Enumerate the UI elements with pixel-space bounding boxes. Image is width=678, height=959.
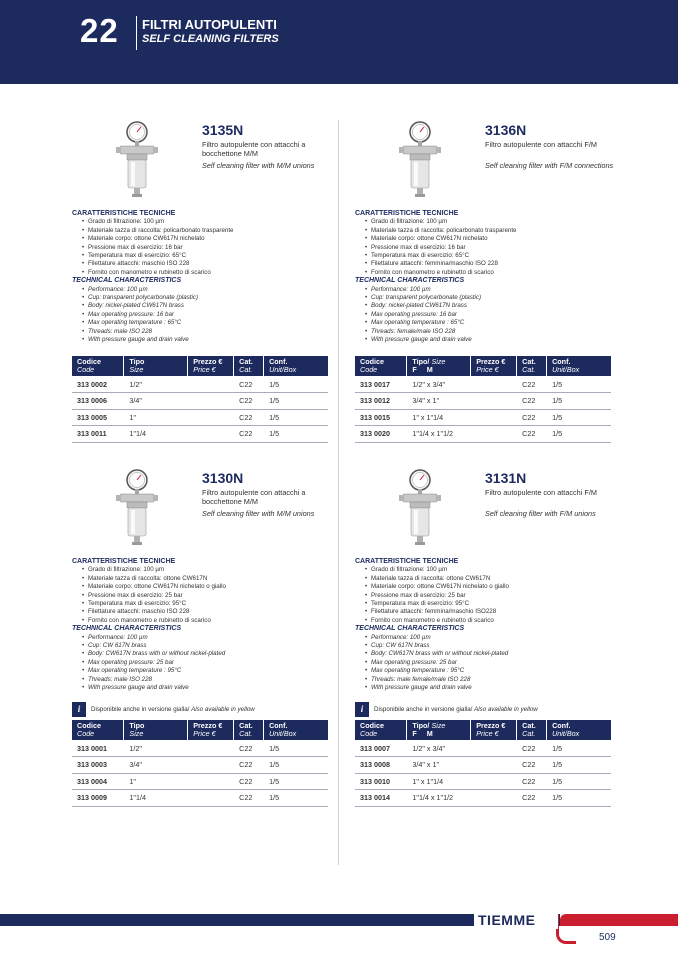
spec-item: • Materiale tazza di raccolta: policarbonato trasparente (365, 227, 613, 235)
spec-item: • Cup: transparent polycarbonate (plastic) (82, 294, 330, 302)
spec-item: • Threads: male female/male ISO 228 (365, 676, 613, 684)
product-3131n (355, 468, 615, 803)
spec-heading-it: CARATTERISTICHE TECNICHE (355, 558, 459, 565)
product-table (72, 356, 328, 443)
col-price: Prezzo € Price € (188, 720, 234, 740)
spec-heading-en: TECHNICAL CHARACTERISTICS (72, 625, 182, 633)
availability-note: i Disponibile anche in versione gialla/ Also available in yellow (355, 702, 613, 717)
table-row: 313 0003 3/4" C22 1/5 (72, 757, 328, 774)
col-box: Conf. Unit/Box (269, 721, 297, 738)
col-box: Conf. Unit/Box (552, 357, 580, 374)
col-code: Codice Code (72, 356, 124, 376)
spec-item: • Materiale tazza di raccolta: ottone CW617N (82, 575, 330, 583)
table-row: 313 0002 1/2" C22 1/5 (72, 376, 328, 393)
product-table (72, 720, 328, 807)
spec-item: • Max operating temperature : 95°C (82, 667, 330, 675)
spec-item: • With pressure gauge and drain valve (365, 336, 613, 344)
spec-item: • Pressione max di esercizio: 25 bar (82, 592, 330, 600)
spec-item: • Grado di filtrazione: 100 µm (82, 218, 330, 226)
page-header (0, 0, 678, 84)
spec-item: • Performance: 100 µm (365, 634, 613, 642)
filter-product-image (399, 468, 441, 548)
col-code: Codice Code (72, 720, 124, 740)
chapter-number: 22 (80, 12, 119, 49)
product-description-it: Filtro autopulente con attacchi F/M (485, 488, 597, 497)
spec-item: • Temperatura max di esercizio: 65°C (82, 252, 330, 260)
spec-item: • Body: CW617N brass with or without nickel-plated (365, 650, 613, 658)
spec-item: • Materiale corpo: ottone CW617N nichelato (82, 235, 330, 243)
spec-heading-en: TECHNICAL CHARACTERISTICS (355, 277, 465, 285)
spec-item: • Fornito con manometro e rubinetto di scarico (82, 617, 330, 625)
spec-item: • Temperatura max di esercizio: 95°C (365, 600, 613, 608)
table-row: 313 0006 3/4" C22 1/5 (72, 393, 328, 410)
spec-item: • Body: nickel-plated CW617N brass (365, 302, 613, 310)
spec-item: • Temperatura max di esercizio: 65°C (365, 252, 613, 260)
spec-item: • Cup: transparent polycarbonate (plastic) (365, 294, 613, 302)
spec-list-en (365, 286, 613, 345)
spec-heading-it: CARATTERISTICHE TECNICHE (72, 210, 176, 217)
col-price: Prezzo € Price € (471, 356, 517, 376)
product-description-en: Self cleaning filter with M/M unions (202, 509, 315, 518)
table-row: 313 0015 1" x 1"1/4 C22 1/5 (355, 409, 611, 426)
col-size: Tipo/ Size F M (407, 356, 471, 376)
col-size: Tipo Size (124, 356, 188, 376)
table-row: 313 0008 3/4" x 1" C22 1/5 (355, 757, 611, 774)
spec-item: • Grado di filtrazione: 100 µm (365, 218, 613, 226)
table-header-row (72, 720, 328, 740)
product-description-it: Filtro autopulente con attacchi a bocchettone M/M (202, 140, 306, 158)
spec-item: • Max operating temperature : 65°C (365, 319, 613, 327)
spec-heading-it: CARATTERISTICHE TECNICHE (355, 210, 459, 217)
spec-item: • Threads: male ISO 228 (82, 676, 330, 684)
col-box: Conf. Unit/Box (269, 357, 297, 374)
table-row: 313 0010 1" x 1"1/4 C22 1/5 (355, 773, 611, 790)
col-size: Tipo/ Size F M (407, 720, 471, 740)
col-size: Tipo Size (124, 720, 188, 740)
spec-item: • Filettature attacchi: maschio ISO 228 (82, 608, 330, 616)
table-row: 313 0005 1" C22 1/5 (72, 409, 328, 426)
table-row: 313 0001 1/2" C22 1/5 (72, 740, 328, 757)
col-price: Prezzo € Price € (188, 356, 234, 376)
product-table (355, 356, 611, 443)
spec-item: • Temperatura max di esercizio: 95°C (82, 600, 330, 608)
table-row: 313 0004 1" C22 1/5 (72, 773, 328, 790)
spec-block (72, 558, 330, 693)
spec-heading-en: TECHNICAL CHARACTERISTICS (72, 277, 182, 285)
filter-product-image (116, 468, 158, 548)
spec-item: • Fornito con manometro e rubinetto di scarico (365, 617, 613, 625)
spec-item: • Body: CW617N brass with or without nickel-plated (82, 650, 330, 658)
spec-item: • Grado di filtrazione: 100 µm (365, 566, 613, 574)
table-row: 313 0011 1"1/4 C22 1/5 (72, 426, 328, 443)
spec-heading-it: CARATTERISTICHE TECNICHE (72, 558, 176, 565)
spec-block (355, 558, 613, 693)
product-code: 3131N (485, 470, 527, 486)
spec-item: • With pressure gauge and drain valve (82, 336, 330, 344)
spec-block (72, 210, 330, 345)
spec-item: • Materiale tazza di raccolta: policarbonato trasparente (82, 227, 330, 235)
col-cat: Cat. Cat. (234, 720, 264, 740)
table-row: 313 0017 1/2" x 3/4" C22 1/5 (355, 376, 611, 393)
spec-list-en (82, 286, 330, 345)
product-table (355, 720, 611, 807)
spec-item: • Cup: CW 617N brass (365, 642, 613, 650)
spec-item: • Filettature attacchi: femmina/maschio ISO 228 (365, 260, 613, 268)
spec-item: • Performance: 100 µm (82, 634, 330, 642)
spec-item: • Filettature attacchi: maschio ISO 228 (82, 260, 330, 268)
col-code: Codice Code (355, 720, 407, 740)
product-description-en: Self cleaning filter with F/M connections (485, 161, 614, 170)
spec-item: • Body: nickel-plated CW617N brass (82, 302, 330, 310)
product-description-en: Self cleaning filter with F/M unions (485, 509, 596, 518)
col-cat: Cat. Cat. (234, 356, 264, 376)
spec-item: • Grado di filtrazione: 100 µm (82, 566, 330, 574)
footer-accent (560, 914, 678, 926)
table-row: 313 0020 1"1/4 x 1"1/2 C22 1/5 (355, 426, 611, 443)
column-divider (338, 120, 339, 865)
spec-item: • Pressione max di esercizio: 16 bar (82, 244, 330, 252)
table-header-row (355, 356, 611, 376)
spec-item: • Max operating pressure: 25 bar (82, 659, 330, 667)
table-row: 313 0012 3/4" x 1" C22 1/5 (355, 393, 611, 410)
spec-list-it (365, 218, 613, 277)
product-code: 3135N (202, 122, 244, 138)
spec-item: • Performance: 100 µm (365, 286, 613, 294)
spec-item: • Materiale corpo: ottone CW617N nichelato o giallo (82, 583, 330, 591)
table-row: 313 0009 1"1/4 C22 1/5 (72, 790, 328, 807)
info-icon: i (72, 702, 86, 717)
spec-item: • Materiale corpo: ottone CW617N nichelato o giallo (365, 583, 613, 591)
product-description-it: Filtro autopulente con attacchi F/M (485, 140, 597, 149)
spec-item: • Filettature attacchi: femmina/maschio ISO228 (365, 608, 613, 616)
col-cat: Cat. Cat. (517, 356, 547, 376)
product-code: 3136N (485, 122, 527, 138)
spec-item: • Fornito con manometro e rubinetto di scarico (365, 269, 613, 277)
spec-item: • Materiale corpo: ottone CW617N nichelato (365, 235, 613, 243)
spec-item: • Max operating pressure: 16 bar (365, 311, 613, 319)
spec-item: • Pressione max di esercizio: 16 bar (365, 244, 613, 252)
table-row: 313 0014 1"1/4 x 1"1/2 C22 1/5 (355, 790, 611, 807)
spec-heading-en: TECHNICAL CHARACTERISTICS (355, 625, 465, 633)
info-icon: i (355, 702, 369, 717)
table-row: 313 0007 1/2" x 3/4" C22 1/5 (355, 740, 611, 757)
spec-item: • With pressure gauge and drain valve (365, 684, 613, 692)
col-box: Conf. Unit/Box (552, 721, 580, 738)
chapter-title-it: FILTRI AUTOPULENTI (142, 17, 277, 32)
spec-item: • Pressione max di esercizio: 25 bar (365, 592, 613, 600)
spec-item: • Materiale tazza di raccolta: ottone CW617N (365, 575, 613, 583)
product-3135n (72, 120, 332, 450)
col-price: Prezzo € Price € (471, 720, 517, 740)
product-description-it: Filtro autopulente con attacchi a bocchettone M/M (202, 488, 306, 506)
spec-list-it (82, 218, 330, 277)
filter-product-image (116, 120, 158, 200)
spec-list-en (365, 634, 613, 693)
product-description-en: Self cleaning filter with M/M unions (202, 161, 315, 170)
spec-item: • Cup: CW 617N brass (82, 642, 330, 650)
col-cat: Cat. Cat. (517, 720, 547, 740)
header-divider (136, 16, 137, 50)
footer-curve (556, 914, 576, 944)
spec-item: • Max operating temperature : 95°C (365, 667, 613, 675)
spec-item: • Max operating pressure: 16 bar (82, 311, 330, 319)
spec-item: • Max operating temperature : 65°C (82, 319, 330, 327)
availability-note: i Disponibile anche in versione gialla/ Also available in yellow (72, 702, 330, 717)
product-3136n (355, 120, 615, 450)
spec-block (355, 210, 613, 345)
spec-list-en (82, 634, 330, 693)
spec-list-it (82, 566, 330, 625)
table-header-row (72, 356, 328, 376)
page-number: 509 (599, 932, 616, 943)
spec-item: • With pressure gauge and drain valve (82, 684, 330, 692)
spec-item: • Threads: male ISO 228 (82, 328, 330, 336)
table-header-row (355, 720, 611, 740)
product-code: 3130N (202, 470, 244, 486)
spec-list-it (365, 566, 613, 625)
brand-logo: TIEMME (478, 912, 536, 928)
spec-item: • Performance: 100 µm (82, 286, 330, 294)
spec-item: • Max operating pressure: 25 bar (365, 659, 613, 667)
spec-item: • Fornito con manometro e rubinetto di scarico (82, 269, 330, 277)
chapter-title-en: SELF CLEANING FILTERS (142, 33, 279, 45)
product-3130n (72, 468, 332, 803)
spec-item: • Threads: female/male ISO 228 (365, 328, 613, 336)
col-code: Codice Code (355, 356, 407, 376)
filter-product-image (399, 120, 441, 200)
